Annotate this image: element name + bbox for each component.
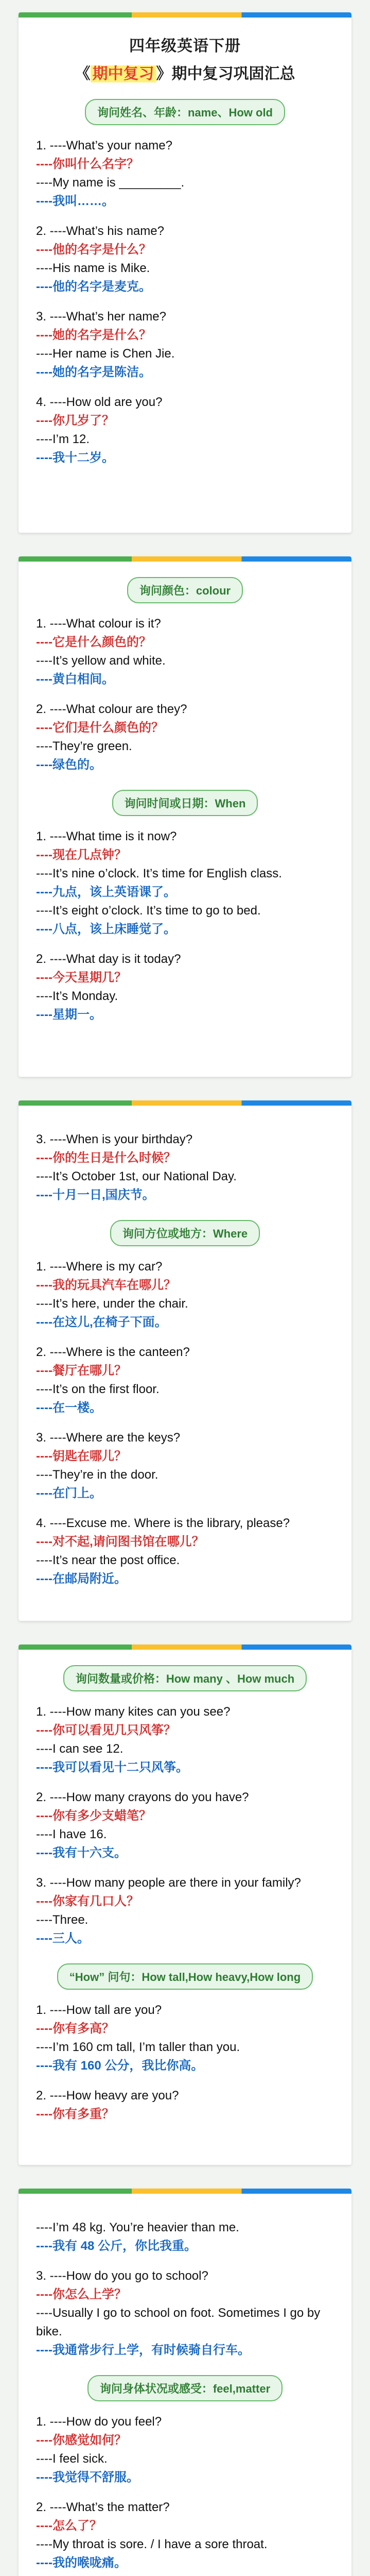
chinese-question: ----它是什么颜色的？ (36, 635, 151, 649)
english-line: 2. ----What colour are they? (36, 702, 187, 716)
chinese-question: ----她的名字是什么？ (36, 328, 151, 342)
card (19, 12, 351, 533)
qa-item (36, 2218, 334, 2256)
section-title: 询问方位或地方：Where (110, 1220, 260, 1246)
chinese-answer: ----我有 160 公分，我比你高。 (36, 2059, 204, 2073)
chinese-answer: ----在门上。 (36, 1486, 102, 1500)
english-line: ----My name is _________. (36, 176, 185, 190)
doc-title: 四年级英语下册 (129, 38, 241, 55)
section-heading (36, 2375, 334, 2401)
english-line: 2. ----What’s the matter? (36, 2500, 170, 2514)
qa-item (36, 1429, 334, 1503)
chinese-answer: ----绿色的。 (36, 758, 102, 772)
chinese-answer: ----八点，该上床睡觉了。 (36, 922, 176, 936)
english-line: 2. ----What day is it today? (36, 952, 181, 966)
chinese-question: ----你怎么上学？ (36, 2287, 127, 2301)
chinese-question: ----我的玩具汽车在哪儿？ (36, 1278, 176, 1292)
section-title: 询问姓名、年龄：name、How old (85, 99, 285, 125)
english-line: 1. ----How tall are you? (36, 2003, 162, 2017)
english-line: ----Three. (36, 1913, 89, 1927)
doc-header (36, 18, 334, 83)
english-line: ----I’m 160 cm tall, I’m taller than you. (36, 2040, 240, 2054)
english-line: ----His name is Mike. (36, 261, 150, 275)
section-title: 询问数量或价格：How many 、How much (63, 1665, 307, 1691)
chinese-question: ----它们是什么颜色的？ (36, 721, 164, 735)
qa-item (36, 2498, 334, 2572)
english-line: 2. ----How many crayons do you have? (36, 1790, 249, 1804)
chinese-question: ----你家有几口人？ (36, 1894, 139, 1908)
section-title: “How” 问句：How tall,How heavy,How long (57, 1963, 313, 1990)
section-heading (36, 1220, 334, 1246)
chinese-question: ----他的名字是什么？ (36, 243, 151, 257)
english-line: 1. ----How many kites can you see? (36, 1705, 231, 1719)
chinese-question: ----你感觉如何？ (36, 2433, 127, 2447)
english-line: 1. ----Where is my car? (36, 1260, 163, 1274)
section-title: 询问时间或日期：When (112, 790, 258, 816)
chinese-question: ----对不起,请问图书馆在哪儿？ (36, 1535, 204, 1549)
chinese-answer: ----黄白相间。 (36, 672, 114, 686)
chinese-question: ----钥匙在哪儿？ (36, 1449, 127, 1463)
english-line: 1. ----What’s your name? (36, 139, 172, 152)
english-line: ----I can see 12. (36, 1742, 124, 1756)
qa-item (36, 1703, 334, 1777)
chinese-answer: ----我觉得不舒服。 (36, 2470, 139, 2484)
section-title: 询问身体状况或感受：feel,matter (87, 2375, 283, 2401)
english-line: ----I’m 12. (36, 432, 90, 446)
qa-item (36, 615, 334, 689)
english-line: 2. ----Where is the canteen? (36, 1345, 190, 1359)
chinese-answer: ----在一楼。 (36, 1401, 102, 1415)
english-line: ----I’m 48 kg. You’re heavier than me. (36, 2221, 239, 2234)
chinese-answer: ----我十二岁。 (36, 451, 114, 465)
english-line: ----Her name is Chen Jie. (36, 347, 175, 361)
english-line: 4. ----How old are you? (36, 395, 163, 409)
chinese-answer: ----我通常步行上学，有时候骑自行车。 (36, 2343, 250, 2357)
chinese-answer: ----我叫……。 (36, 194, 114, 208)
section-heading (36, 577, 334, 603)
english-line: ----It’s nine o’clock. It’s time for English class. (36, 867, 282, 880)
english-line: 4. ----Excuse me. Where is the library, please? (36, 1516, 290, 1530)
chinese-question: ----餐厅在哪儿？ (36, 1364, 127, 1378)
doc-subtitle (36, 61, 334, 83)
subtitle-post: 》期中复习巩固汇总 (156, 65, 295, 82)
subtitle-pre: 《 (75, 65, 91, 82)
english-line: ----My throat is sore. / I have a sore throat. (36, 2537, 268, 2551)
chinese-answer: ----我有 48 公斤，你比我重。 (36, 2239, 197, 2253)
english-line: 3. ----When is your birthday? (36, 1132, 193, 1146)
card (19, 1645, 351, 2165)
english-line: ----Usually I go to school on foot. Sometimes I go by bike. (36, 2306, 321, 2338)
chinese-answer: ----星期一。 (36, 1008, 102, 1022)
english-line: ----It’s here, under the chair. (36, 1297, 188, 1311)
subtitle-highlight: 期中复习 (91, 65, 156, 82)
card (19, 1100, 351, 1621)
chinese-question: ----你有多重？ (36, 2107, 114, 2121)
qa-item (36, 2413, 334, 2487)
qa-item (36, 2001, 334, 2075)
qa-item (36, 1258, 334, 1332)
english-line: 1. ----What time is it now? (36, 829, 177, 843)
section-heading (36, 1963, 334, 1990)
chinese-question: ----现在几点钟？ (36, 848, 127, 862)
english-line: ----It’s on the first floor. (36, 1382, 160, 1396)
chinese-question: ----你的生日是什么时候？ (36, 1151, 176, 1165)
section-heading (36, 99, 334, 125)
qa-item (36, 1788, 334, 1862)
chinese-answer: ----九点，该上英语课了。 (36, 885, 176, 899)
qa-item (36, 308, 334, 382)
section-title: 询问颜色：colour (127, 577, 243, 603)
qa-item (36, 700, 334, 774)
qa-item (36, 827, 334, 939)
english-line: 1. ----What colour is it? (36, 617, 161, 631)
qa-item (36, 2087, 334, 2124)
qa-item (36, 1514, 334, 1588)
section-heading (36, 790, 334, 816)
card (19, 2189, 351, 2576)
english-line: ----It’s October 1st, our National Day. (36, 1170, 237, 1183)
chinese-answer: ----她的名字是陈洁。 (36, 365, 151, 379)
chinese-question: ----你叫什么名字？ (36, 157, 139, 171)
chinese-question: ----怎么了？ (36, 2519, 102, 2533)
chinese-answer: ----在邮局附近。 (36, 1572, 127, 1586)
english-line: 2. ----How heavy are you? (36, 2089, 179, 2103)
qa-item (36, 137, 334, 211)
qa-item (36, 222, 334, 296)
chinese-question: ----你可以看见几只风筝？ (36, 1723, 176, 1737)
chinese-answer: ----我的喉咙痛。 (36, 2556, 127, 2570)
chinese-answer: ----十月一日,国庆节。 (36, 1188, 155, 1202)
chinese-question: ----你有多高？ (36, 2022, 114, 2036)
qa-item (36, 1130, 334, 1205)
english-line: 2. ----What’s his name? (36, 224, 164, 238)
chinese-question: ----你几岁了？ (36, 414, 114, 428)
english-line: ----I feel sick. (36, 2452, 108, 2466)
chinese-answer: ----三人。 (36, 1931, 90, 1945)
english-line: ----It’s Monday. (36, 989, 118, 1003)
english-line: ----It’s near the post office. (36, 1553, 180, 1567)
chinese-answer: ----在这儿,在椅子下面。 (36, 1315, 167, 1329)
qa-item (36, 1343, 334, 1417)
card (19, 556, 351, 1077)
qa-item (36, 950, 334, 1024)
chinese-question: ----你有多少支蜡笔？ (36, 1809, 151, 1823)
english-line: 3. ----Where are the keys? (36, 1431, 181, 1445)
section-heading (36, 1665, 334, 1691)
chinese-answer: ----他的名字是麦克。 (36, 280, 151, 294)
english-line: 1. ----How do you feel? (36, 2415, 162, 2429)
qa-item (36, 1874, 334, 1948)
english-line: 3. ----How do you go to school? (36, 2269, 208, 2283)
qa-item (36, 393, 334, 467)
chinese-question: ----今天星期几？ (36, 971, 127, 985)
qa-item (36, 2267, 334, 2360)
english-line: ----They’re green. (36, 739, 132, 753)
english-line: 3. ----How many people are there in your family? (36, 1876, 301, 1890)
chinese-answer: ----我可以看见十二只风筝。 (36, 1760, 188, 1774)
english-line: ----They’re in the door. (36, 1468, 158, 1482)
english-line: 3. ----What’s her name? (36, 310, 166, 324)
english-line: ----It’s eight o’clock. It’s time to go to bed. (36, 904, 261, 918)
chinese-answer: ----我有十六支。 (36, 1846, 127, 1860)
english-line: ----I have 16. (36, 1827, 107, 1841)
english-line: ----It’s yellow and white. (36, 654, 166, 668)
